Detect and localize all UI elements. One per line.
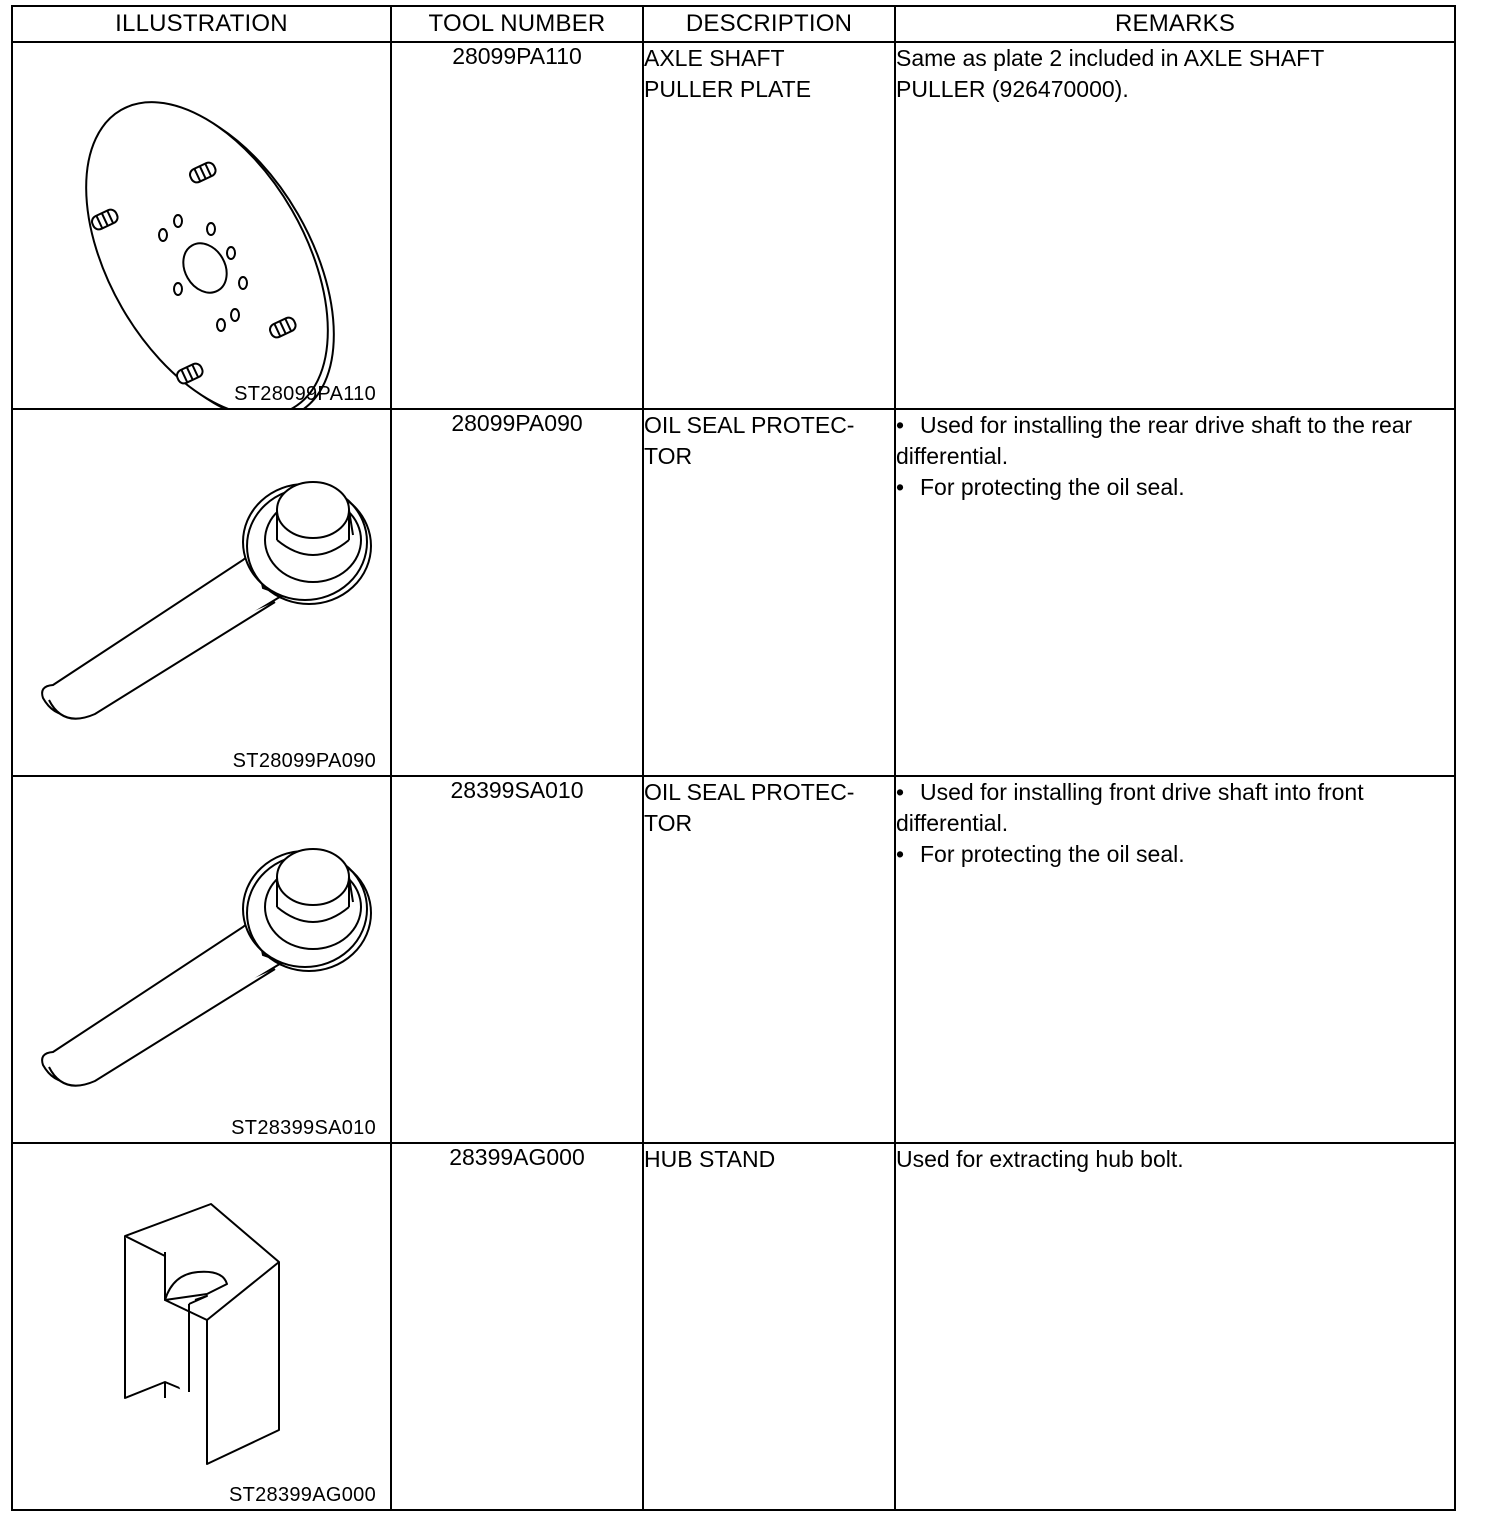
header-illustration: ILLUSTRATION <box>12 6 391 42</box>
description <box>643 409 895 776</box>
remarks-bullet: • Used for installing front drive shaft into front differential. <box>896 779 1364 836</box>
illustration-cell <box>12 42 391 409</box>
table-header-row <box>12 6 1455 42</box>
table-row <box>12 1143 1455 1510</box>
description <box>643 776 895 1143</box>
header-description: DESCRIPTION <box>643 6 895 42</box>
description-line: TOR <box>644 443 693 469</box>
description-line: AXLE SHAFT <box>644 45 785 71</box>
remarks-line: PULLER (926470000). <box>896 76 1129 102</box>
remarks <box>895 409 1455 776</box>
remarks-bullet: • For protecting the oil seal. <box>896 839 1454 870</box>
table-row <box>12 42 1455 409</box>
header-tool-number: TOOL NUMBER <box>391 6 643 42</box>
remarks <box>895 776 1455 1143</box>
description-line: OIL SEAL PROTEC- <box>644 412 855 438</box>
oil-seal-protector-icon <box>13 410 390 775</box>
tool-number: 28399SA010 <box>391 776 643 1143</box>
tool-number: 28099PA090 <box>391 409 643 776</box>
illustration-code: ST28099PA090 <box>232 750 376 772</box>
tool-number: 28399AG000 <box>391 1143 643 1510</box>
remarks-bullet: • Used for installing the rear drive shaft to the rear differential. <box>896 412 1413 469</box>
table-row <box>12 409 1455 776</box>
description <box>643 42 895 409</box>
tool-number: 28099PA110 <box>391 42 643 409</box>
illustration-code: ST28099PA110 <box>234 383 376 405</box>
remarks <box>895 1143 1455 1510</box>
description-line: HUB STAND <box>644 1146 776 1172</box>
illustration-cell <box>12 1143 391 1510</box>
bullet-icon: • <box>896 474 905 500</box>
illustration-code: ST28399AG000 <box>228 1484 376 1506</box>
illustration-cell <box>12 776 391 1143</box>
puller-plate-icon <box>13 43 390 408</box>
remarks-line: Used for extracting hub bolt. <box>896 1146 1184 1172</box>
bullet-icon: • <box>896 412 905 438</box>
table-row <box>12 776 1455 1143</box>
bullet-icon: • <box>896 841 905 867</box>
special-tools-table <box>11 5 1456 1511</box>
illustration-cell <box>12 409 391 776</box>
bullet-icon: • <box>896 779 905 805</box>
oil-seal-protector-icon <box>13 777 390 1142</box>
remarks-bullet: • For protecting the oil seal. <box>896 472 1454 503</box>
hub-stand-icon <box>13 1144 390 1509</box>
remarks <box>895 42 1455 409</box>
illustration-code: ST28399SA010 <box>231 1117 376 1139</box>
description <box>643 1143 895 1510</box>
header-remarks: REMARKS <box>895 6 1455 42</box>
remarks-line: Same as plate 2 included in AXLE SHAFT <box>896 45 1325 71</box>
description-line: PULLER PLATE <box>644 76 812 102</box>
description-line: TOR <box>644 810 693 836</box>
description-line: OIL SEAL PROTEC- <box>644 779 855 805</box>
